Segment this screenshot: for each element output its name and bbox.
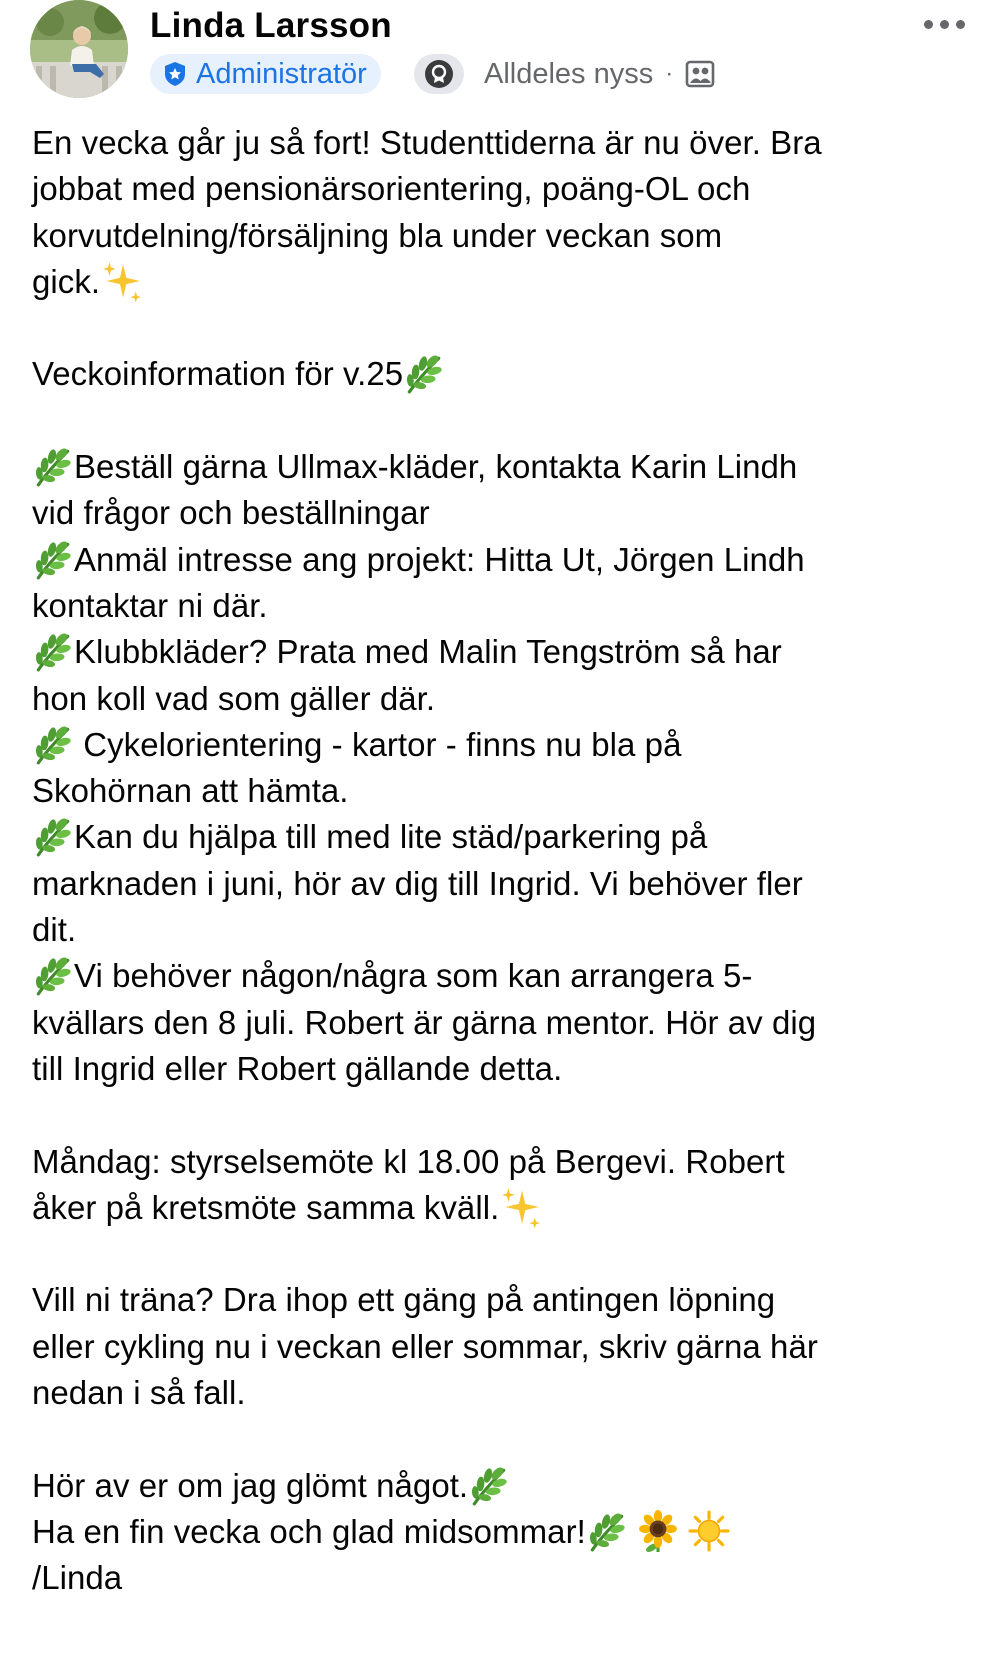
body-text: Kan du hjälpa till med lite städ/parkering på	[74, 818, 708, 856]
more-dot	[940, 20, 949, 29]
admin-shield-icon	[162, 61, 188, 87]
role-badge[interactable]	[150, 54, 381, 94]
body-line	[32, 1277, 972, 1323]
sunflower-emoji	[637, 1510, 679, 1552]
body-line	[32, 444, 972, 490]
herb-emoji	[32, 723, 74, 765]
body-line	[32, 861, 972, 907]
body-line	[32, 814, 972, 860]
herb-emoji	[403, 352, 445, 394]
avatar-image	[30, 0, 128, 98]
body-line	[32, 537, 972, 583]
body-text: Cykelorientering - kartor - finns nu bla på	[74, 725, 682, 763]
meta-separator: ·	[665, 60, 674, 87]
post-header	[0, 0, 1000, 110]
body-line	[32, 490, 972, 536]
body-line	[32, 629, 972, 675]
body-text: hon koll vad som gäller där.	[32, 679, 436, 717]
more-options-button[interactable]	[918, 6, 970, 42]
herb-emoji	[32, 445, 74, 487]
body-text: Vill ni träna? Dra ihop ett gäng på antingen löpning	[32, 1281, 776, 1319]
herb-emoji	[32, 815, 74, 857]
body-line	[32, 1000, 972, 1046]
body-line	[32, 907, 972, 953]
body-line	[32, 1370, 972, 1416]
body-text: åker på kretsmöte samma kväll.	[32, 1188, 500, 1226]
body-line	[32, 1046, 972, 1092]
sparkles-emoji	[100, 260, 142, 302]
body-text: En vecka går ju så fort! Studenttiderna är nu över. Bra	[32, 124, 822, 161]
body-line	[32, 120, 972, 166]
body-text: vid frågor och beställningar	[32, 494, 430, 532]
body-text: Måndag: styrselsemöte kl 18.00 på Bergevi. Robert	[32, 1142, 785, 1180]
body-text: Veckoinformation för v.25	[32, 355, 404, 393]
body-line	[32, 953, 972, 999]
post-body	[32, 120, 972, 1602]
body-line	[32, 1185, 972, 1231]
body-text: Anmäl intresse ang projekt: Hitta Ut, Jörgen Lindh	[74, 540, 805, 578]
body-text: Ha en fin vecka och glad midsommar!	[32, 1512, 586, 1550]
body-line	[32, 1555, 972, 1601]
blank-line	[32, 1092, 972, 1138]
body-text: dit.	[32, 911, 77, 949]
body-line	[32, 1139, 972, 1185]
body-text: Hör av er om jag glömt något.	[32, 1466, 469, 1504]
blank-line	[32, 1231, 972, 1277]
more-dot	[956, 20, 965, 29]
body-line	[32, 583, 972, 629]
body-line	[32, 259, 972, 305]
body-line	[32, 166, 972, 212]
herb-emoji	[32, 538, 74, 580]
body-text: jobbat med pensionärsorientering, poäng-OL och	[32, 170, 751, 208]
body-text: gick.	[32, 262, 101, 300]
top-contributor-icon[interactable]	[414, 54, 464, 94]
herb-emoji	[32, 630, 74, 672]
body-text: Klubbkläder? Prata med Malin Tengström så har	[74, 633, 782, 671]
author-name[interactable]: Linda Larsson	[150, 6, 392, 45]
body-line	[32, 768, 972, 814]
body-text: Vi behöver någon/några som kan arrangera 5-	[74, 957, 753, 995]
body-text: korvutdelning/försäljning bla under veckan som	[32, 216, 723, 254]
body-text: marknaden i juni, hör av dig till Ingrid. Vi behöver fler	[32, 864, 803, 902]
sparkles-emoji	[499, 1186, 541, 1228]
body-text: eller cykling nu i veckan eller sommar, skriv gärna här	[32, 1327, 818, 1365]
avatar[interactable]	[30, 0, 128, 98]
post-meta	[484, 54, 715, 94]
body-text: kvällars den 8 juli. Robert är gärna mentor. Hör av dig	[32, 1003, 817, 1041]
body-text: kontaktar ni där.	[32, 586, 268, 624]
herb-emoji	[32, 954, 74, 996]
sun-emoji	[688, 1510, 730, 1552]
more-horizontal-icon	[924, 20, 933, 29]
body-line	[32, 1463, 972, 1509]
herb-emoji	[468, 1464, 510, 1506]
body-line	[32, 1509, 972, 1555]
body-text: nedan i så fall.	[32, 1374, 246, 1412]
timestamp[interactable]: Alldeles nyss	[484, 57, 654, 90]
group-members-icon[interactable]	[685, 60, 715, 88]
body-text: Skohörnan att hämta.	[32, 772, 349, 810]
body-line	[32, 676, 972, 722]
body-line	[32, 351, 972, 397]
body-text: Beställ gärna Ullmax-kläder, kontakta Karin Lindh	[74, 448, 798, 486]
body-text: till Ingrid eller Robert gällande detta.	[32, 1049, 563, 1087]
body-text: /Linda	[32, 1559, 123, 1597]
herb-emoji	[586, 1510, 628, 1552]
blank-line	[32, 398, 972, 444]
role-label: Administratör	[196, 58, 367, 90]
body-line	[32, 213, 972, 259]
blank-line	[32, 1416, 972, 1462]
blank-line	[32, 305, 972, 351]
body-line	[32, 1324, 972, 1370]
body-line	[32, 722, 972, 768]
